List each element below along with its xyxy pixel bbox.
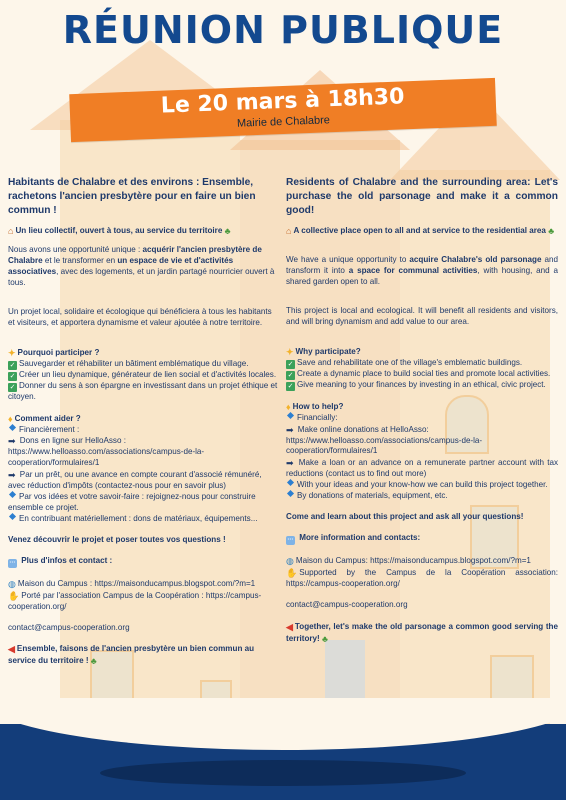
list-item: ✓ Créer un lieu dynamique, générateur de lien social et d'activités locales. <box>9 369 277 380</box>
arrow-right-icon: ➡ <box>286 458 294 469</box>
fr-maison-link[interactable]: ◍ Maison du Campus : https://maisonducampus.blogspot.com/?m=1 <box>8 578 256 589</box>
fr-come-text: Venez découvrir le projet et poser toutes vos questions ! <box>8 534 226 544</box>
en-intro-paragraph: We have a unique opportunity to acquire Chalabre's old parsonage and transform it into a space for communal activities, with housing, and a shared garden open to all. <box>286 255 558 287</box>
arrow-right-icon: ➡ <box>8 470 16 481</box>
list-item: ➡ Make a loan or an advance on a remunerate partner account with tax reductions (contact us to find out more) <box>286 458 558 479</box>
diamond-icon <box>287 479 294 486</box>
list-item: ➡ Dons en ligne sur HelloAsso : <box>8 436 126 447</box>
fr-project-paragraph: Un projet local, solidaire et écologique qui bénéficiera à tous les habitants et visiteurs, et apportera dynamisme et valeur ajoutée à notre territoire. <box>8 306 272 327</box>
en-heading: Residents of Chalabre and the surrounding area: Let's purchase the old parsonage and make it a common good! <box>286 177 558 216</box>
en-subheading <box>286 225 558 237</box>
list-item: ✓ Give meaning to your finances by investing in an ethical, civic project. <box>287 379 546 390</box>
checkmark-icon: ✓ <box>287 360 294 368</box>
lightbulb-icon: ♦ <box>286 401 291 412</box>
list-item: ✓ Save and rehabilitate one of the village's emblematic buildings. <box>287 357 523 368</box>
arrow-right-icon: ➡ <box>286 424 294 435</box>
en-sub-text: A collective place open to all and at service to the residential area <box>293 226 546 236</box>
checkmark-icon: ✓ <box>9 361 16 369</box>
fr-final-text: ◀ Ensemble, faisons de l'ancien presbytère un bien commun au service du territoire ! ♣ <box>8 644 255 667</box>
fr-heading: Habitants de Chalabre et des environs : Ensemble, rachetons l'ancien presbytère pour en faire un bien commun ! <box>8 177 256 216</box>
checkmark-icon: ✓ <box>9 383 16 391</box>
french-column <box>8 176 280 667</box>
fr-intro-paragraph <box>8 245 280 289</box>
list-item: ✓ Sauvegarder et réhabiliter un bâtiment emblématique du village. <box>9 358 249 369</box>
footer-wave <box>0 698 566 750</box>
seedling-icon: ♣ <box>224 226 231 237</box>
fr-subheading <box>8 225 280 237</box>
en-help-title: ♦ How to help? <box>286 401 344 412</box>
handshake-icon: ✋ <box>286 567 298 578</box>
en-maison-link[interactable]: ◍ Maison du Campus: https://maisonducampus.blogspot.com/?m=1 <box>286 555 531 566</box>
en-porte-link[interactable]: ✋ Supported by the Campus de la Coopération association: https://campus-cooperation.org/ <box>286 567 558 588</box>
banner-place: Mairie de Chalabre <box>236 114 331 130</box>
list-item: By donations of materials, equipment, etc. <box>286 491 558 502</box>
helloasso-link[interactable]: https://www.helloasso.com/associations/campus-de-la-cooperation/formulaires/1 <box>286 435 483 456</box>
en-why-title: ✦ Why participate? <box>286 346 361 357</box>
en-project-paragraph: This project is local and ecological. It will benefit all residents and visitors, and will bring dynamism and add value to our area. <box>286 305 558 326</box>
fr-help-title: ♦ Comment aider ? <box>8 413 81 424</box>
diamond-icon <box>9 491 16 498</box>
megaphone-icon: ◀ <box>8 644 15 655</box>
list-item: ✓ Create a dynamic place to build social ties and promote local activities. <box>287 368 551 379</box>
fr-p1-e: , avec des logements, et un jardin partagé nourricier ouvert à tous. <box>8 267 275 287</box>
arrow-right-icon: ➡ <box>8 436 16 447</box>
list-item: ✓ Donner du sens à son épargne en investissant dans un projet éthique et citoyen. <box>8 380 278 401</box>
globe-icon: ◍ <box>8 578 16 589</box>
info-icon: ··· <box>287 536 294 543</box>
house-icon: ⌂ <box>8 226 14 237</box>
fr-p1-b: acquérir l'ancien presbytère de Chalabre <box>8 245 262 266</box>
globe-icon: ◍ <box>286 555 294 566</box>
sparkle-icon: ✦ <box>8 347 16 358</box>
list-item: ➡ Make online donations at HelloAsso: <box>286 424 429 435</box>
list-item: En contribuant matériellement : dons de matériaux, équipements... <box>8 514 280 525</box>
info-icon: ··· <box>9 559 16 566</box>
list-item: Financially: <box>286 413 558 424</box>
plant-icon: ♣ <box>90 656 97 667</box>
fr-p1-a: Nous avons une opportunité unique : <box>8 245 143 255</box>
en-come-text: Come and learn about this project and ask all your questions! <box>286 512 524 522</box>
footer-ellipse <box>100 760 466 786</box>
en-contact-email[interactable]: contact@campus-cooperation.org <box>286 599 408 609</box>
megaphone-icon: ◀ <box>286 621 293 632</box>
footer-band <box>0 724 566 800</box>
diamond-icon <box>9 513 16 520</box>
fr-porte-link[interactable]: ✋ Porté par l'association Campus de la Coopération : https://campus-cooperation.org/ <box>8 590 262 611</box>
checkmark-icon: ✓ <box>287 382 294 390</box>
diamond-icon <box>9 423 16 430</box>
fr-p1-d: un espace de vie et d'activités associatives <box>8 256 234 277</box>
handshake-icon: ✋ <box>8 590 20 601</box>
fr-p1-c: et le transformer en <box>42 256 118 266</box>
page-title: RÉUNION PUBLIQUE <box>62 8 504 52</box>
helloasso-link[interactable]: https://www.helloasso.com/associations/campus-de-la-cooperation/formulaires/1 <box>8 447 205 468</box>
lightbulb-icon: ♦ <box>8 413 13 424</box>
fr-contact-email[interactable]: contact@campus-cooperation.org <box>8 622 130 632</box>
diamond-icon <box>287 490 294 497</box>
seedling-icon: ♣ <box>548 226 555 237</box>
list-item: ➡ Par un prêt, ou une avance en compte courant d'associé rémunéré, avec réduction d'impôts (contactez-nous pour en savoir plus) <box>8 470 262 491</box>
fr-why-title: ✦ Pourquoi participer ? <box>8 347 100 358</box>
en-final-text: ◀ Together, let's make the old parsonage a common good serving the territory! ♣ <box>286 621 558 644</box>
plant-icon: ♣ <box>321 633 328 644</box>
list-item: Par vos idées et votre savoir-faire : rejoignez-nous pour construire ensemble ce projet. <box>8 492 256 512</box>
fr-info-title: ··· Plus d'infos et contact : <box>9 555 113 566</box>
checkmark-icon: ✓ <box>287 371 294 379</box>
sparkle-icon: ✦ <box>286 346 294 357</box>
list-item: Financièrement : <box>8 425 280 436</box>
list-item: With your ideas and your know-how we can build this project together. <box>286 480 558 491</box>
checkmark-icon: ✓ <box>9 372 16 380</box>
diamond-icon <box>287 412 294 419</box>
house-icon: ⌂ <box>286 226 292 237</box>
banner-date: Le 20 mars à 18h30 <box>160 84 405 119</box>
en-info-title: ··· More information and contacts: <box>287 532 421 543</box>
english-column <box>286 176 558 645</box>
fr-sub-text: Un lieu collectif, ouvert à tous, au service du territoire <box>15 226 223 236</box>
